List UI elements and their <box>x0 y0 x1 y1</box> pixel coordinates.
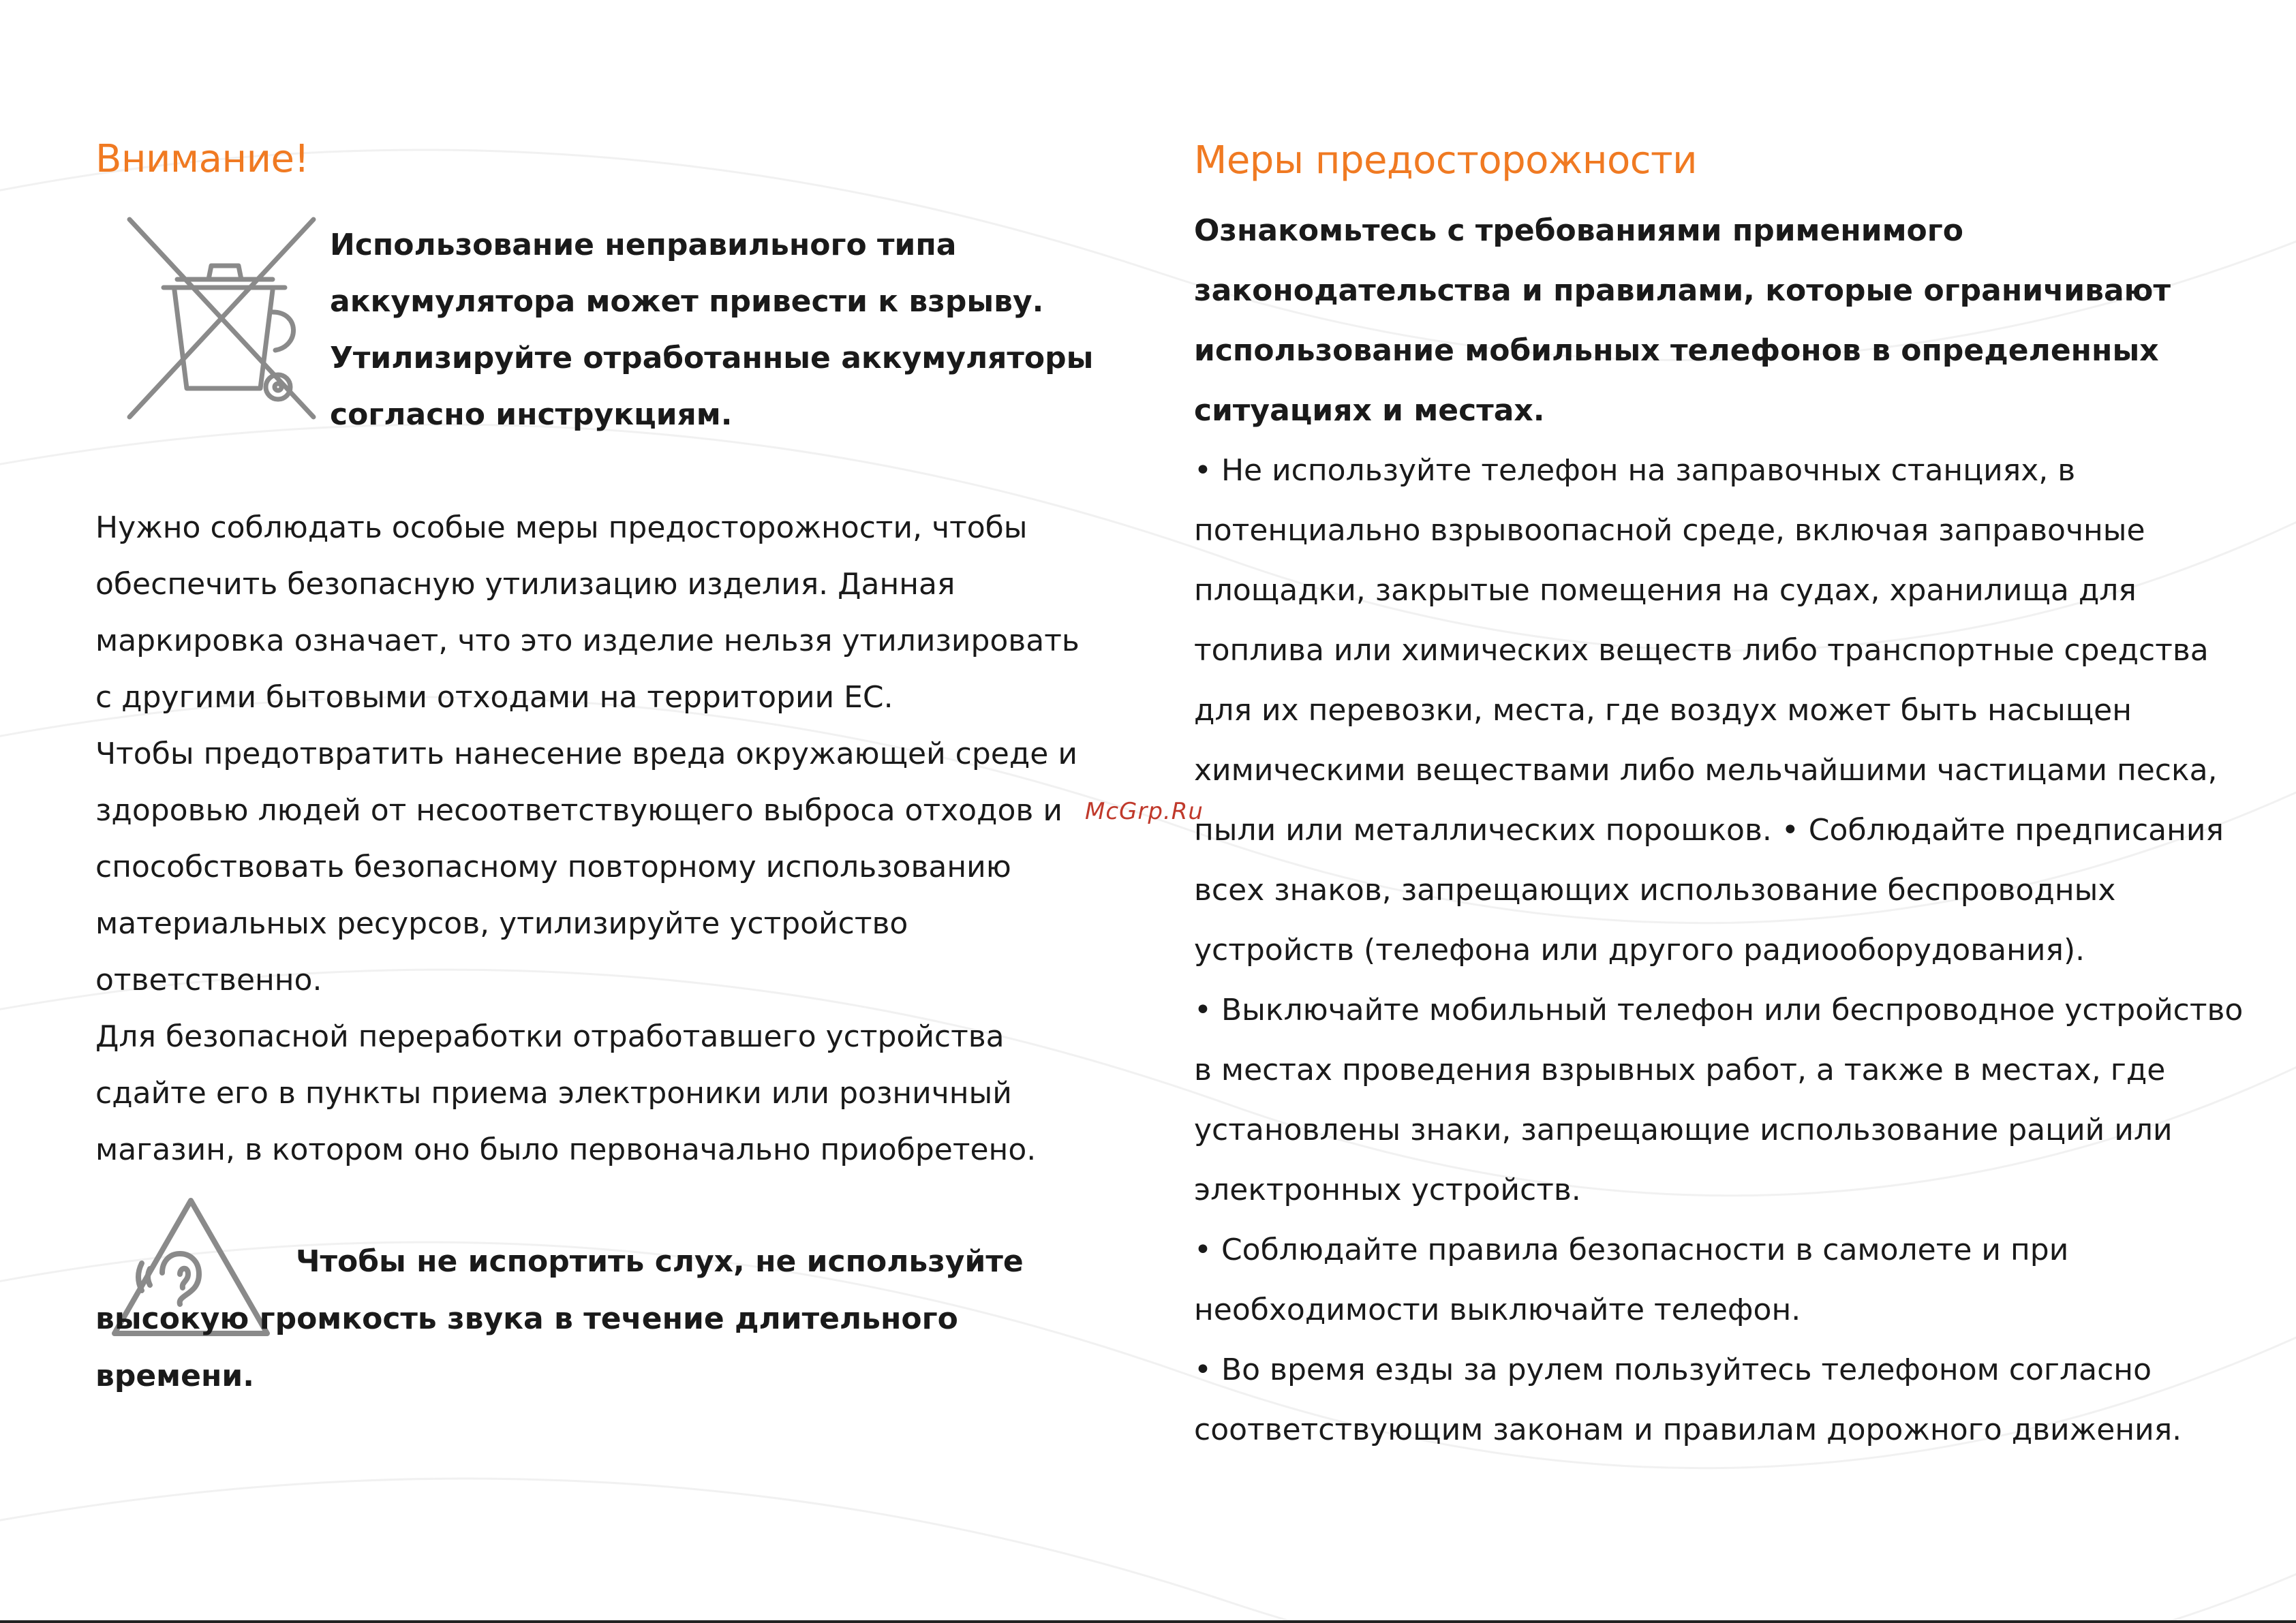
disposal-paragraph-3: Для безопасной переработки отработавшего устройства сдайте его в пункты приема электроники или розничный магазин, в котором оно было первоначально приобретено. <box>95 1019 1037 1167</box>
disposal-paragraph-1: Нужно соблюдать особые меры предосторожности, чтобы обеспечить безопасную утилизацию изделия. Данная маркировка означает, что это изделие нельзя утилизировать с другими бытовыми отходами на территории ЕС. <box>95 510 1080 715</box>
precaution-item-2: • Выключайте мобильный телефон или беспроводное устройство в местах проведения взрывных работ, а также в местах, где установлены знаки, запрещающие использование раций или электронных устройств. <box>1194 993 2244 1207</box>
precaution-item-3: • Соблюдайте правила безопасности в самолете и при необходимости выключайте телефон. <box>1194 1233 2069 1327</box>
battery-warning-text: Использование неправильного типа аккумулятора может привести к взрыву. Утилизируйте отработанные аккумуляторы согласно инструкциям. <box>330 228 1094 432</box>
crossed-out-bin-icon <box>121 217 319 421</box>
hearing-warning-text: Чтобы не испортить слух, не используйте высокую громкость звука в течение длительного времени. <box>95 1244 1024 1393</box>
precaution-item-1: • Не используйте телефон на заправочных станциях, в потенциально взрывоопасной среде, включая заправочные площадки, закрытые помещения на судах, хранилища для топлива или химических веществ либо транспортные средства для их перевозки, места, где воздух может быть насыщен химическими веществами либо мельчайшими частицами песка, пыли или металлических порошков. • Соблюдайте предписания всех знаков, запрещающих использование беспроводных устройств (телефона или другого радиооборудования). <box>1194 453 2224 968</box>
section-title-precautions: Меры предосторожности <box>1194 138 1698 183</box>
precaution-item-4: • Во время езды за рулем пользуйтесь телефоном согласно соответствующим законам и правилам дорожного движения. <box>1194 1352 2182 1447</box>
section-title-warning: Внимание! <box>95 137 309 181</box>
precautions-body <box>1194 201 2257 1460</box>
precautions-intro: Ознакомьтесь с требованиями применимого законодательства и правилами, которые ограничивают использование мобильных телефонов в определенных ситуациях и местах. <box>1194 213 2171 428</box>
watermark-text: McGrp.Ru <box>1085 798 1204 825</box>
bottom-rule <box>0 1620 2296 1623</box>
disposal-paragraph-2: Чтобы предотвратить нанесение вреда окружающей среде и здоровью людей от несоответствующего выброса отходов и способствовать безопасному повторному использованию материальных ресурсов, утилизируйте устройство ответственно. <box>95 737 1077 998</box>
disposal-instructions <box>95 499 1104 1178</box>
